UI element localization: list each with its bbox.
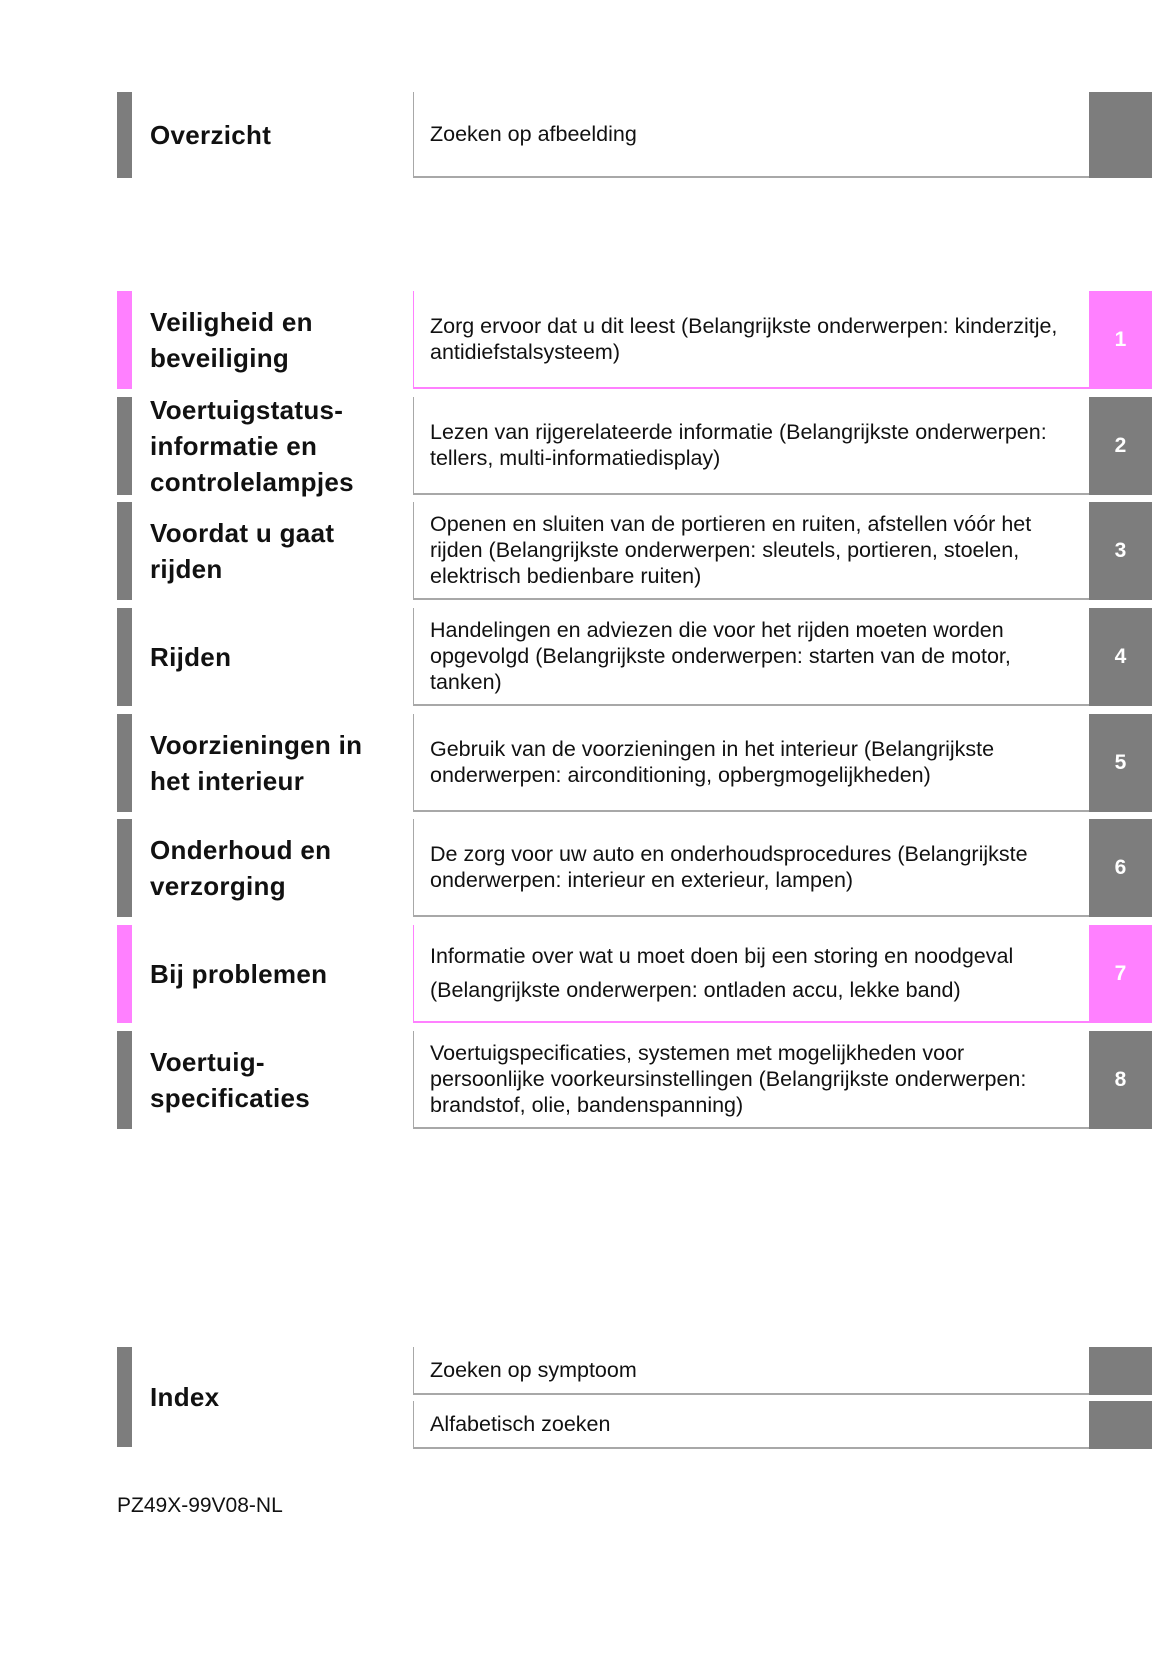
index-item-label: Alfabetisch zoeken: [413, 1401, 1089, 1449]
section-left-bar: [117, 819, 132, 917]
section-left-bar: [117, 925, 132, 1023]
overview-tab[interactable]: [1089, 92, 1152, 178]
overview-left-bar: [117, 92, 132, 178]
section-left-bar: [117, 502, 132, 600]
section-title: Voorzieningen in het interieur: [150, 730, 363, 796]
section-row-1[interactable]: [0, 291, 1166, 389]
section-description: Gebruik van de voorzieningen in het interieur (Belangrijkste onderwerpen: airconditioning, opbergmogelijkheden): [413, 714, 1089, 812]
section-title: Voordat u gaat rijden: [150, 518, 335, 584]
index-title: Index: [150, 1382, 220, 1412]
section-tab[interactable]: 1: [1089, 291, 1152, 389]
section-description: Handelingen en adviezen die voor het rijden moeten worden opgevolgd (Belangrijkste onderwerpen: starten van de motor, tanken): [413, 608, 1089, 706]
section-title: Veiligheid en beveiliging: [150, 307, 313, 373]
section-row-2[interactable]: [0, 397, 1166, 495]
section-row-6[interactable]: [0, 819, 1166, 917]
document-code: PZ49X-99V08-NL: [117, 1494, 283, 1517]
section-description: Lezen van rijgerelateerde informatie (Belangrijkste onderwerpen: tellers, multi-informatiedisplay): [413, 397, 1089, 495]
section-row-4[interactable]: [0, 608, 1166, 706]
section-left-bar: [117, 608, 132, 706]
index-item-alphabetical[interactable]: [413, 1401, 1152, 1449]
section-left-bar: [117, 714, 132, 812]
section-description: De zorg voor uw auto en onderhoudsprocedures (Belangrijkste onderwerpen: interieur en exterieur, lampen): [413, 819, 1089, 917]
section-title: Onderhoud en verzorging: [150, 835, 332, 901]
section-row-8[interactable]: [0, 1031, 1166, 1129]
overview-description: Zoeken op afbeelding: [413, 92, 1089, 178]
section-title: Rijden: [150, 642, 232, 672]
section-tab[interactable]: 3: [1089, 502, 1152, 600]
section-row-3[interactable]: [0, 502, 1166, 600]
section-tab[interactable]: 8: [1089, 1031, 1152, 1129]
index-item-label: Zoeken op symptoom: [413, 1347, 1089, 1395]
section-row-7[interactable]: [0, 925, 1166, 1023]
index-left-bar: [117, 1347, 132, 1447]
section-description: Openen en sluiten van de portieren en ruiten, afstellen vóór het rijden (Belangrijkste onderwerpen: sleutels, portieren, stoelen, elektrisch bedienbare ruiten): [413, 502, 1089, 600]
overview-title: Overzicht: [150, 120, 272, 150]
section-tab[interactable]: 6: [1089, 819, 1152, 917]
index-item-symptom[interactable]: [413, 1347, 1152, 1395]
section-title: Voertuigstatus-informatie en controlelampjes: [150, 395, 354, 497]
section-left-bar: [117, 397, 132, 495]
section-tab[interactable]: 5: [1089, 714, 1152, 812]
section-description: Voertuigspecificaties, systemen met mogelijkheden voor persoonlijke voorkeursinstellingen (Belangrijkste onderwerpen: brandstof, olie, bandenspanning): [413, 1031, 1089, 1129]
overview-row[interactable]: [0, 92, 1166, 178]
section-row-5[interactable]: [0, 714, 1166, 812]
section-description: Zorg ervoor dat u dit leest (Belangrijkste onderwerpen: kinderzitje, antidiefstalsysteem): [413, 291, 1089, 389]
section-left-bar: [117, 1031, 132, 1129]
index-item-tab[interactable]: [1089, 1401, 1152, 1449]
section-description: Informatie over wat u moet doen bij een storing en noodgeval (Belangrijkste onderwerpen: ontladen accu, lekke band): [413, 925, 1089, 1023]
section-tab[interactable]: 7: [1089, 925, 1152, 1023]
index-item-tab[interactable]: [1089, 1347, 1152, 1395]
section-title: Voertuig-specificaties: [150, 1047, 310, 1113]
section-title: Bij problemen: [150, 959, 328, 989]
section-tab[interactable]: 2: [1089, 397, 1152, 495]
section-left-bar: [117, 291, 132, 389]
section-tab[interactable]: 4: [1089, 608, 1152, 706]
